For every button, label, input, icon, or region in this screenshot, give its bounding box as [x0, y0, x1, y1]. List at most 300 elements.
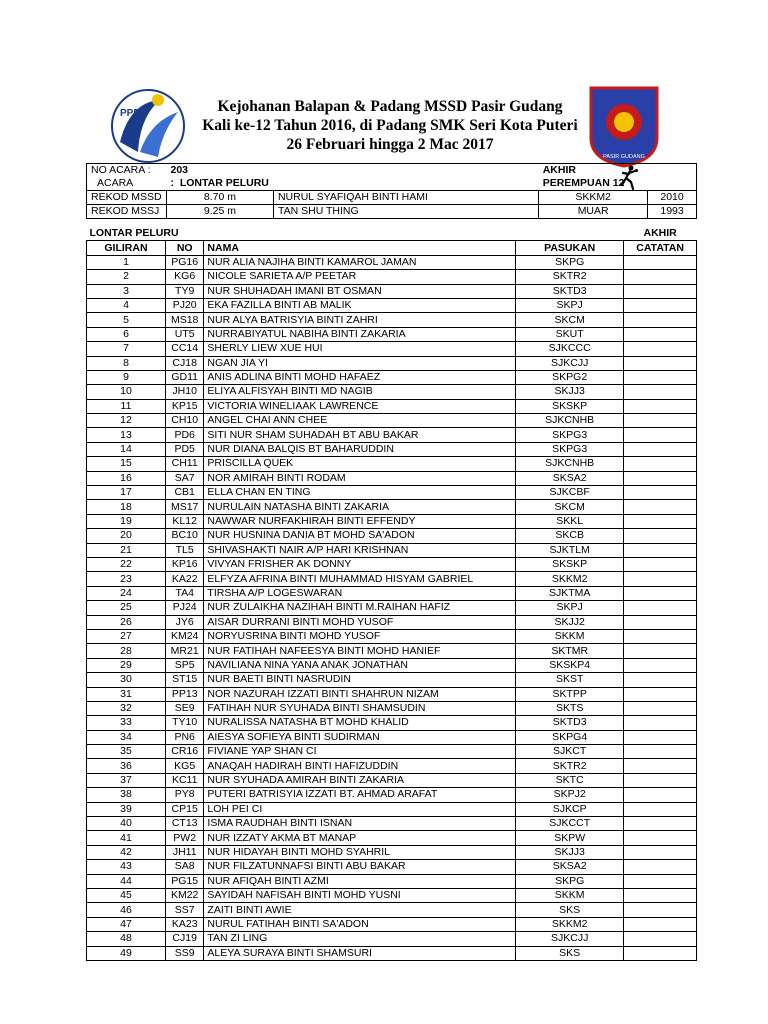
- cell-catatan: [624, 888, 697, 902]
- cell-pasukan: SKTR2: [516, 759, 624, 773]
- cell-catatan: [624, 658, 697, 672]
- table-row: [87, 500, 697, 514]
- cell-no: CP15: [165, 802, 203, 816]
- cell-pasukan: SKS: [516, 903, 624, 917]
- cell-nama: NURULAIN NATASHA BINTI ZAKARIA: [204, 500, 516, 514]
- cell-nama: FATIHAH NUR SYUHADA BINTI SHAMSUDIN: [204, 701, 516, 715]
- cell-giliran: 32: [87, 701, 166, 715]
- cell-catatan: [624, 946, 697, 960]
- cell-pasukan: SKKM: [516, 629, 624, 643]
- cell-giliran: 20: [87, 529, 166, 543]
- cell-pasukan: SKSKP: [516, 557, 624, 571]
- table-row: [87, 716, 697, 730]
- table-row: [87, 817, 697, 831]
- cell-nama: VICTORIA WINELIAAK LAWRENCE: [204, 399, 516, 413]
- cell-no: SE9: [165, 701, 203, 715]
- cell-giliran: 34: [87, 730, 166, 744]
- cell-pasukan: SKPW: [516, 831, 624, 845]
- start-list-table: [86, 227, 697, 961]
- cell-nama: NUR BAETI BINTI NASRUDIN: [204, 673, 516, 687]
- cell-giliran: 2: [87, 270, 166, 284]
- table-row: [87, 486, 697, 500]
- table-row: [87, 932, 697, 946]
- cell-no: MS18: [165, 313, 203, 327]
- cell-pasukan: SKTMR: [516, 644, 624, 658]
- cell-giliran: 46: [87, 903, 166, 917]
- cell-pasukan: SKKL: [516, 514, 624, 528]
- cell-catatan: [624, 414, 697, 428]
- cell-catatan: [624, 874, 697, 888]
- record-label: REKOD MSSJ: [87, 205, 167, 219]
- cell-catatan: [624, 586, 697, 600]
- cell-pasukan: SKST: [516, 673, 624, 687]
- table-row: [87, 860, 697, 874]
- cell-no: PD5: [165, 442, 203, 456]
- table-row: [87, 874, 697, 888]
- cell-giliran: 42: [87, 845, 166, 859]
- cell-catatan: [624, 802, 697, 816]
- cell-nama: NURALISSA NATASHA BT MOHD KHALID: [204, 716, 516, 730]
- cell-catatan: [624, 442, 697, 456]
- cell-giliran: 43: [87, 860, 166, 874]
- section-status: AKHIR: [624, 227, 697, 241]
- cell-giliran: 4: [87, 298, 166, 312]
- cell-no: SS7: [165, 903, 203, 917]
- cell-pasukan: SJKCNHB: [516, 414, 624, 428]
- cell-no: TY10: [165, 716, 203, 730]
- cell-pasukan: SKSKP: [516, 399, 624, 413]
- table-row: [87, 615, 697, 629]
- cell-no: ST15: [165, 673, 203, 687]
- cell-giliran: 45: [87, 888, 166, 902]
- record-year: 1993: [648, 205, 697, 219]
- title-line-2: Kali ke-12 Tahun 2016, di Padang SMK Seri Kota Puteri: [202, 117, 578, 134]
- cell-giliran: 13: [87, 428, 166, 442]
- cell-pasukan: SKPG3: [516, 428, 624, 442]
- cell-nama: NAVILIANA NINA YANA ANAK JONATHAN: [204, 658, 516, 672]
- column-header-row: [87, 241, 697, 255]
- cell-nama: NURRABIYATUL NABIHA BINTI ZAKARIA: [204, 327, 516, 341]
- table-row: [87, 788, 697, 802]
- cell-giliran: 16: [87, 471, 166, 485]
- cell-pasukan: SKPJ: [516, 298, 624, 312]
- cell-giliran: 8: [87, 356, 166, 370]
- table-row: [87, 601, 697, 615]
- cell-pasukan: SKUT: [516, 327, 624, 341]
- table-row: [87, 845, 697, 859]
- column-header-no: NO: [165, 241, 203, 255]
- cell-no: KM22: [165, 888, 203, 902]
- cell-giliran: 30: [87, 673, 166, 687]
- table-row: [87, 428, 697, 442]
- cell-nama: NUR ALYA BATRISYIA BINTI ZAHRI: [204, 313, 516, 327]
- table-row: [87, 745, 697, 759]
- cell-no: CH11: [165, 457, 203, 471]
- table-row: [87, 586, 697, 600]
- table-row: [87, 802, 697, 816]
- cell-catatan: [624, 601, 697, 615]
- cell-nama: LOH PEI CI: [204, 802, 516, 816]
- table-row: [87, 529, 697, 543]
- cell-catatan: [624, 716, 697, 730]
- cell-no: PJ20: [165, 298, 203, 312]
- table-row: [87, 759, 697, 773]
- cell-nama: AIESYA SOFIEYA BINTI SUDIRMAN: [204, 730, 516, 744]
- cell-giliran: 27: [87, 629, 166, 643]
- cell-catatan: [624, 817, 697, 831]
- cell-catatan: [624, 845, 697, 859]
- page-title: [190, 97, 590, 154]
- cell-pasukan: SJKCT: [516, 745, 624, 759]
- table-row: [87, 888, 697, 902]
- cell-pasukan: SKSA2: [516, 471, 624, 485]
- cell-no: PG15: [165, 874, 203, 888]
- cell-giliran: 7: [87, 342, 166, 356]
- cell-giliran: 48: [87, 932, 166, 946]
- cell-no: BC10: [165, 529, 203, 543]
- cell-giliran: 47: [87, 917, 166, 931]
- cell-nama: NUR IZZATY AKMA BT MANAP: [204, 831, 516, 845]
- cell-giliran: 6: [87, 327, 166, 341]
- cell-no: JY6: [165, 615, 203, 629]
- cell-giliran: 18: [87, 500, 166, 514]
- cell-catatan: [624, 486, 697, 500]
- cell-no: TY9: [165, 284, 203, 298]
- cell-pasukan: SKCM: [516, 500, 624, 514]
- cell-catatan: [624, 759, 697, 773]
- cell-nama: ZAITI BINTI AWIE: [204, 903, 516, 917]
- cell-giliran: 40: [87, 817, 166, 831]
- cell-giliran: 26: [87, 615, 166, 629]
- cell-giliran: 38: [87, 788, 166, 802]
- event-category: PEREMPUAN 12: [539, 177, 648, 191]
- acara-separator: :: [170, 177, 174, 189]
- cell-pasukan: SKJJ3: [516, 385, 624, 399]
- cell-no: KM24: [165, 629, 203, 643]
- cell-no: PW2: [165, 831, 203, 845]
- cell-catatan: [624, 342, 697, 356]
- cell-nama: ELFYZA AFRINA BINTI MUHAMMAD HISYAM GABRIEL: [204, 572, 516, 586]
- title-line-3: 26 Februari hingga 2 Mac 2017: [286, 136, 494, 153]
- cell-catatan: [624, 932, 697, 946]
- cell-giliran: 49: [87, 946, 166, 960]
- cell-nama: EKA FAZILLA BINTI AB MALIK: [204, 298, 516, 312]
- table-row: [87, 701, 697, 715]
- table-row: [87, 917, 697, 931]
- cell-giliran: 5: [87, 313, 166, 327]
- cell-pasukan: SKTS: [516, 701, 624, 715]
- section-title-row: [87, 227, 697, 241]
- cell-no: CR16: [165, 745, 203, 759]
- cell-giliran: 23: [87, 572, 166, 586]
- cell-pasukan: SJKCCC: [516, 342, 624, 356]
- table-row: [87, 457, 697, 471]
- cell-pasukan: SKKM2: [516, 917, 624, 931]
- cell-no: KP15: [165, 399, 203, 413]
- cell-nama: NUR ZULAIKHA NAZIHAH BINTI M.RAIHAN HAFIZ: [204, 601, 516, 615]
- cell-nama: ISMA RAUDHAH BINTI ISNAN: [204, 817, 516, 831]
- cell-no: KC11: [165, 773, 203, 787]
- table-row: [87, 385, 697, 399]
- cell-giliran: 12: [87, 414, 166, 428]
- cell-nama: NAWWAR NURFAKHIRAH BINTI EFFENDY: [204, 514, 516, 528]
- cell-nama: NUR SHUHADAH IMANI BT OSMAN: [204, 284, 516, 298]
- cell-pasukan: SKPG3: [516, 442, 624, 456]
- cell-catatan: [624, 270, 697, 284]
- event-name-row: [87, 177, 697, 191]
- cell-catatan: [624, 615, 697, 629]
- cell-catatan: [624, 917, 697, 931]
- cell-no: PY8: [165, 788, 203, 802]
- cell-no: KA23: [165, 917, 203, 931]
- cell-pasukan: SKPG: [516, 255, 624, 269]
- cell-nama: SHERLY LIEW XUE HUI: [204, 342, 516, 356]
- cell-no: PJ24: [165, 601, 203, 615]
- table-row: [87, 270, 697, 284]
- cell-no: CT13: [165, 817, 203, 831]
- cell-no: PP13: [165, 687, 203, 701]
- table-row: [87, 687, 697, 701]
- cell-nama: ELIYA ALFISYAH BINTI MD NAGIB: [204, 385, 516, 399]
- cell-nama: PRISCILLA QUEK: [204, 457, 516, 471]
- cell-nama: NGAN JIA YI: [204, 356, 516, 370]
- cell-pasukan: SJKCBF: [516, 486, 624, 500]
- cell-pasukan: SJKCJJ: [516, 356, 624, 370]
- cell-pasukan: SKSKP4: [516, 658, 624, 672]
- table-row: [87, 327, 697, 341]
- cell-nama: NUR SYUHADA AMIRAH BINTI ZAKARIA: [204, 773, 516, 787]
- mssd-logo-text: PASIR GUDANG: [603, 154, 645, 160]
- cell-catatan: [624, 298, 697, 312]
- cell-catatan: [624, 572, 697, 586]
- cell-catatan: [624, 500, 697, 514]
- cell-catatan: [624, 313, 697, 327]
- cell-catatan: [624, 745, 697, 759]
- cell-nama: ALEYA SURAYA BINTI SHAMSURI: [204, 946, 516, 960]
- record-label: REKOD MSSD: [87, 191, 167, 205]
- cell-pasukan: SKS: [516, 946, 624, 960]
- record-team: SKKM2: [539, 191, 648, 205]
- cell-catatan: [624, 399, 697, 413]
- cell-no: PD6: [165, 428, 203, 442]
- table-row: [87, 673, 697, 687]
- table-row: [87, 414, 697, 428]
- cell-no: GD11: [165, 370, 203, 384]
- cell-nama: NOR AMIRAH BINTI RODAM: [204, 471, 516, 485]
- cell-nama: AISAR DURRANI BINTI MOHD YUSOF: [204, 615, 516, 629]
- column-header-nama: NAMA: [204, 241, 516, 255]
- mssd-logo: [585, 82, 663, 168]
- event-info-table: [86, 163, 697, 219]
- cell-giliran: 11: [87, 399, 166, 413]
- cell-nama: ANGEL CHAI ANN CHEE: [204, 414, 516, 428]
- ppd-logo: [100, 82, 200, 170]
- cell-nama: NUR HIDAYAH BINTI MOHD SYAHRIL: [204, 845, 516, 859]
- cell-no: PG16: [165, 255, 203, 269]
- column-header-giliran: GILIRAN: [87, 241, 166, 255]
- cell-nama: NUR AFIQAH BINTI AZMI: [204, 874, 516, 888]
- cell-pasukan: SJKCP: [516, 802, 624, 816]
- cell-catatan: [624, 385, 697, 399]
- cell-nama: NUR FATIHAH NAFEESYA BINTI MOHD HANIEF: [204, 644, 516, 658]
- cell-no: SP5: [165, 658, 203, 672]
- cell-no: KG6: [165, 270, 203, 284]
- cell-no: MS17: [165, 500, 203, 514]
- cell-nama: FIVIANE YAP SHAN CI: [204, 745, 516, 759]
- table-row: [87, 658, 697, 672]
- cell-pasukan: SJKCJJ: [516, 932, 624, 946]
- cell-giliran: 33: [87, 716, 166, 730]
- table-row: [87, 557, 697, 571]
- cell-catatan: [624, 370, 697, 384]
- cell-giliran: 24: [87, 586, 166, 600]
- cell-pasukan: SKCM: [516, 313, 624, 327]
- record-holder: TAN SHU THING: [273, 205, 538, 219]
- cell-pasukan: SJKCNHB: [516, 457, 624, 471]
- table-row: [87, 903, 697, 917]
- cell-nama: NUR FILZATUNNAFSI BINTI ABU BAKAR: [204, 860, 516, 874]
- cell-giliran: 25: [87, 601, 166, 615]
- cell-no: CB1: [165, 486, 203, 500]
- section-title: LONTAR PELURU: [87, 227, 516, 241]
- cell-no: KP16: [165, 557, 203, 571]
- cell-giliran: 28: [87, 644, 166, 658]
- cell-catatan: [624, 701, 697, 715]
- record-row: [87, 205, 697, 219]
- cell-no: CJ18: [165, 356, 203, 370]
- table-row: [87, 730, 697, 744]
- cell-catatan: [624, 457, 697, 471]
- event-number-row: [87, 164, 697, 178]
- cell-pasukan: SKPJ: [516, 601, 624, 615]
- acara-value: LONTAR PELURU: [179, 177, 269, 189]
- cell-pasukan: SKPJ2: [516, 788, 624, 802]
- shot-put-athlete-icon: [616, 165, 640, 191]
- cell-nama: VIVYAN FRISHER AK DONNY: [204, 557, 516, 571]
- cell-no: UT5: [165, 327, 203, 341]
- cell-giliran: 22: [87, 557, 166, 571]
- cell-catatan: [624, 903, 697, 917]
- cell-pasukan: SKTC: [516, 773, 624, 787]
- cell-catatan: [624, 860, 697, 874]
- cell-giliran: 10: [87, 385, 166, 399]
- cell-pasukan: SKTD3: [516, 716, 624, 730]
- cell-giliran: 41: [87, 831, 166, 845]
- cell-no: JH10: [165, 385, 203, 399]
- column-header-pasukan: PASUKAN: [516, 241, 624, 255]
- cell-pasukan: SKTPP: [516, 687, 624, 701]
- no-acara-label: NO ACARA :: [91, 164, 151, 176]
- cell-giliran: 35: [87, 745, 166, 759]
- cell-nama: NICOLE SARIETA A/P PEETAR: [204, 270, 516, 284]
- start-list-body: [87, 255, 697, 960]
- record-holder: NURUL SYAFIQAH BINTI HAMI: [273, 191, 538, 205]
- cell-pasukan: SKKM2: [516, 572, 624, 586]
- cell-pasukan: SJKTLM: [516, 543, 624, 557]
- cell-no: TL5: [165, 543, 203, 557]
- cell-nama: NURUL FATIHAH BINTI SA'ADON: [204, 917, 516, 931]
- cell-giliran: 39: [87, 802, 166, 816]
- cell-nama: PUTERI BATRISYIA IZZATI BT. AHMAD ARAFAT: [204, 788, 516, 802]
- table-row: [87, 399, 697, 413]
- table-row: [87, 255, 697, 269]
- table-row: [87, 831, 697, 845]
- cell-catatan: [624, 356, 697, 370]
- table-row: [87, 629, 697, 643]
- cell-no: PN6: [165, 730, 203, 744]
- table-row: [87, 514, 697, 528]
- table-row: [87, 572, 697, 586]
- cell-no: SA7: [165, 471, 203, 485]
- table-row: [87, 644, 697, 658]
- table-row: [87, 284, 697, 298]
- acara-label: ACARA: [87, 177, 167, 191]
- cell-pasukan: SKKM: [516, 888, 624, 902]
- cell-nama: ANIS ADLINA BINTI MOHD HAFAEZ: [204, 370, 516, 384]
- cell-giliran: 29: [87, 658, 166, 672]
- cell-catatan: [624, 327, 697, 341]
- cell-no: KA22: [165, 572, 203, 586]
- cell-nama: TAN ZI LING: [204, 932, 516, 946]
- table-row: [87, 471, 697, 485]
- cell-pasukan: SKTD3: [516, 284, 624, 298]
- cell-catatan: [624, 471, 697, 485]
- column-header-catatan: CATATAN: [624, 241, 697, 255]
- cell-giliran: 14: [87, 442, 166, 456]
- cell-giliran: 36: [87, 759, 166, 773]
- cell-no: CH10: [165, 414, 203, 428]
- cell-catatan: [624, 255, 697, 269]
- cell-no: KG5: [165, 759, 203, 773]
- table-row: [87, 946, 697, 960]
- cell-nama: ANAQAH HADIRAH BINTI HAFIZUDDIN: [204, 759, 516, 773]
- table-row: [87, 356, 697, 370]
- cell-catatan: [624, 730, 697, 744]
- cell-pasukan: SKPG2: [516, 370, 624, 384]
- table-row: [87, 370, 697, 384]
- table-row: [87, 342, 697, 356]
- cell-giliran: 19: [87, 514, 166, 528]
- cell-no: SA8: [165, 860, 203, 874]
- record-mark: 9.25 m: [166, 205, 273, 219]
- event-status: AKHIR: [539, 164, 648, 178]
- cell-pasukan: SJKTMA: [516, 586, 624, 600]
- cell-nama: NUR ALIA NAJIHA BINTI KAMAROL JAMAN: [204, 255, 516, 269]
- cell-nama: TIRSHA A/P LOGESWARAN: [204, 586, 516, 600]
- no-acara-value: 203: [166, 164, 273, 178]
- table-row: [87, 313, 697, 327]
- record-team: MUAR: [539, 205, 648, 219]
- cell-catatan: [624, 514, 697, 528]
- cell-pasukan: SKJJ2: [516, 615, 624, 629]
- cell-pasukan: SKCB: [516, 529, 624, 543]
- record-row: [87, 191, 697, 205]
- cell-catatan: [624, 644, 697, 658]
- cell-giliran: 1: [87, 255, 166, 269]
- cell-no: KL12: [165, 514, 203, 528]
- cell-catatan: [624, 529, 697, 543]
- cell-pasukan: SJKCCT: [516, 817, 624, 831]
- ppd-logo-text: PPD: [120, 108, 141, 119]
- cell-nama: SAYIDAH NAFISAH BINTI MOHD YUSNI: [204, 888, 516, 902]
- cell-catatan: [624, 788, 697, 802]
- cell-pasukan: SKTR2: [516, 270, 624, 284]
- cell-no: SS9: [165, 946, 203, 960]
- cell-pasukan: SKJJ3: [516, 845, 624, 859]
- cell-nama: NUR DIANA BALQIS BT BAHARUDDIN: [204, 442, 516, 456]
- cell-catatan: [624, 428, 697, 442]
- cell-giliran: 44: [87, 874, 166, 888]
